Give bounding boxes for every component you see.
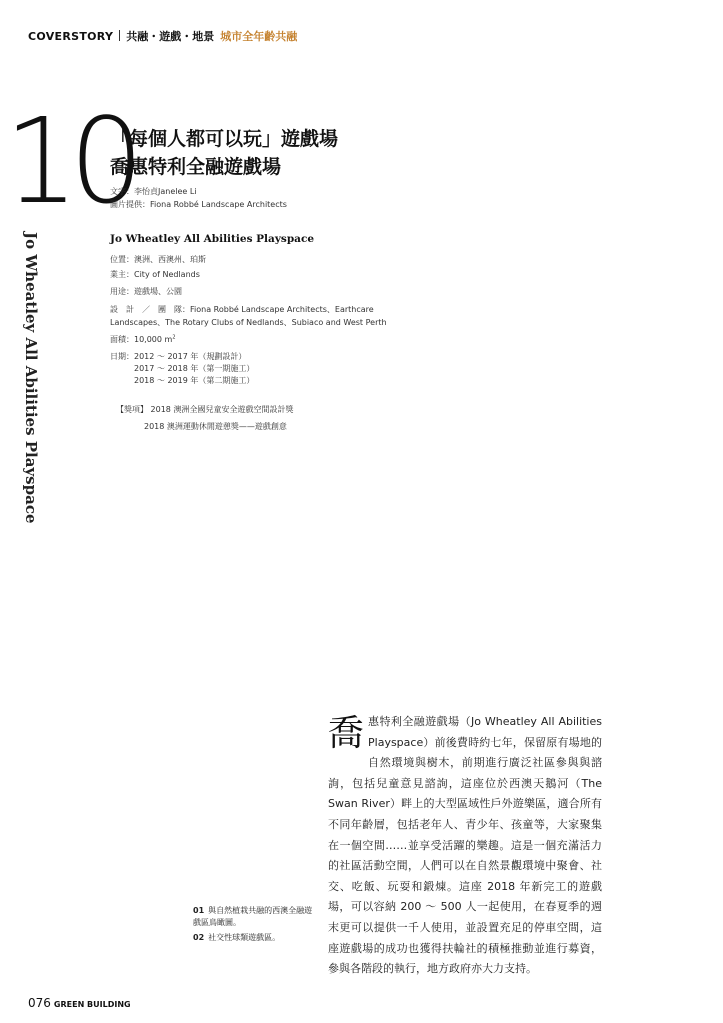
caption-text: 與自然植栽共融的西澳全融遊戲區鳥瞰圖。 bbox=[193, 906, 313, 927]
drop-cap: 喬 bbox=[328, 713, 365, 754]
info-use: 用途：遊戲場、公園 bbox=[110, 287, 182, 296]
info-award-2: 2018 澳洲運動休閒遊憩獎——遊戲創意 bbox=[144, 422, 287, 431]
vertical-title-text: Jo Wheatley All Abilities Playspace bbox=[22, 232, 40, 524]
section-label: COVERSTORY bbox=[28, 30, 114, 43]
info-date-2: 2017 ～ 2018 年（第一期施工） bbox=[134, 364, 255, 373]
article-number: 10 bbox=[4, 92, 135, 230]
info-area-sup: 2 bbox=[172, 334, 176, 341]
info-location: 位置：澳洲、西澳州、珀斯 bbox=[110, 255, 206, 264]
caption-text: 社交性球類遊戲區。 bbox=[208, 933, 281, 942]
info-design-team-1: 設 計 ／ 團 隊：Fiona Robbé Landscape Architects、Earthcare bbox=[110, 305, 374, 314]
text-credit: 文字：李怡貞Janelee Li bbox=[110, 187, 197, 196]
caption-number: 01 bbox=[193, 906, 205, 915]
running-header bbox=[28, 28, 297, 44]
article-subtitle: 喬惠特利全融遊戲場 bbox=[110, 156, 282, 178]
caption-02 bbox=[193, 932, 313, 944]
article-title: 「每個人都可以玩」遊戲場 bbox=[110, 128, 339, 150]
info-date-3: 2018 ～ 2019 年（第二期施工） bbox=[134, 376, 255, 385]
info-owner: 業主：City of Nedlands bbox=[110, 270, 200, 279]
info-date-1: 日期：2012 ～ 2017 年（規劃設計） bbox=[110, 352, 247, 361]
page-footer bbox=[28, 992, 131, 1011]
body-text bbox=[328, 712, 602, 980]
photo-credit: 圖片提供：Fiona Robbé Landscape Architects bbox=[110, 200, 287, 209]
header-subtitle: 城市全年齡共融 bbox=[220, 30, 298, 43]
info-design-team-2: Landscapes、The Rotary Clubs of Nedlands、Subiaco and West Perth bbox=[110, 318, 387, 327]
project-name: Jo Wheatley All Abilities Playspace bbox=[110, 233, 315, 245]
caption-01 bbox=[193, 905, 313, 929]
body-paragraph: 惠特利全融遊戲場（Jo Wheatley All Abilities Playspace）前後費時約七年，保留原有場地的自然環境與樹木，前期進行廣泛社區參與與諮詢，包括兒童意見諮詢，這座位於西澳天鵝河（The Swan River）畔上的大型區域性戶外遊樂區，適合所有不同年齡層，包括老年人、青少年、孩童等，大家聚集在一個空間……並享受活躍的樂趣。這是一個充滿活力的社區活動空間，人們可以在自然景觀環境中聚會、社交、吃飯、玩耍和鍛煉。這座 2018 年新完工的遊戲場，可以容納 200 ～ 500 人一起使用，在春夏季的週末更可以提供一千人使用，並設置充足的停車空間，這座遊戲場的成功也獲得扶輪社的積極推動並進行募資，參與各階段的執行，地方政府亦大力支持。 bbox=[328, 715, 602, 976]
info-area-text: 面積：10,000 m bbox=[110, 335, 173, 344]
info-area bbox=[110, 334, 176, 345]
magazine-name: GREEN BUILDING bbox=[53, 1000, 131, 1009]
caption-number: 02 bbox=[193, 933, 205, 942]
header-tags: 共融・遊戲・地景 bbox=[126, 30, 215, 43]
header-divider bbox=[119, 30, 120, 41]
page-number: 076 bbox=[28, 996, 51, 1010]
vertical-title bbox=[20, 232, 40, 524]
info-award-1: 【獎項】 2018 澳洲全國兒童安全遊戲空間設計獎 bbox=[116, 405, 294, 414]
